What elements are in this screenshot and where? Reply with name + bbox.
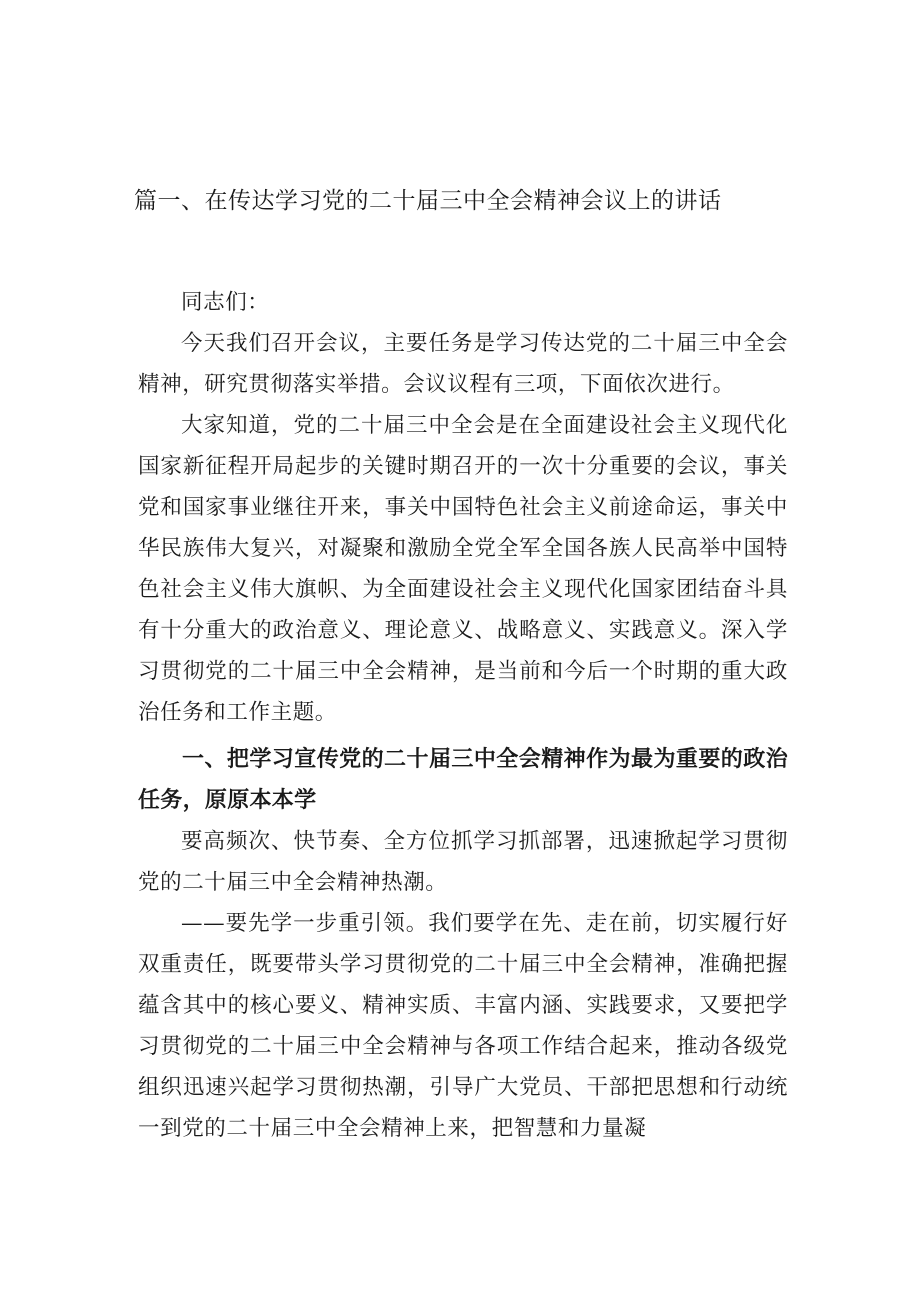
opening-paragraph: 今天我们召开会议，主要任务是学习传达党的二十届三中全会精神，研究贯彻落实举措。会议议程有三项，下面依次进行。: [138, 331, 788, 397]
salutation-paragraph: 同志们：: [181, 290, 270, 315]
document-title: 篇一、在传达学习党的二十届三中全会精神会议上的讲话: [134, 188, 722, 214]
document-body: [138, 282, 788, 1149]
section-paragraph-2: ——要先学一步重引领。我们要学在先、走在前，切实履行好双重责任，既要带头学习贯彻党的二十届三中全会精神，准确把握蕴含其中的核心要义、精神实质、丰富内涵、实践要求，又要把学习贯彻党的二十届三中全会精神与各项工作结合起来，推动各级党组织迅速兴起学习贯彻热潮，引导广大党员、干部把思想和行动统一到党的二十届三中全会精神上来，把智慧和力量凝: [138, 911, 788, 1141]
background-paragraph: 大家知道，党的二十届三中全会是在全面建设社会主义现代化国家新征程开局起步的关键时期召开的一次十分重要的会议，事关党和国家事业继往开来，事关中国特色社会主义前途命运，事关中华民族伟大复兴，对凝聚和激励全党全军全国各族人民高举中国特色社会主义伟大旗帜、为全面建设社会主义现代化国家团结奋斗具有十分重大的政治意义、理论意义、战略意义、实践意义。深入学习贯彻党的二十届三中全会精神，是当前和今后一个时期的重大政治任务和工作主题。: [138, 413, 788, 725]
section-heading-1: 一、把学习宣传党的二十届三中全会精神作为最为重要的政治任务，原原本本学: [138, 747, 788, 813]
section-paragraph-1: 要高频次、快节奏、全方位抓学习抓部署，迅速掀起学习贯彻党的二十届三中全会精神热潮。: [138, 829, 788, 895]
